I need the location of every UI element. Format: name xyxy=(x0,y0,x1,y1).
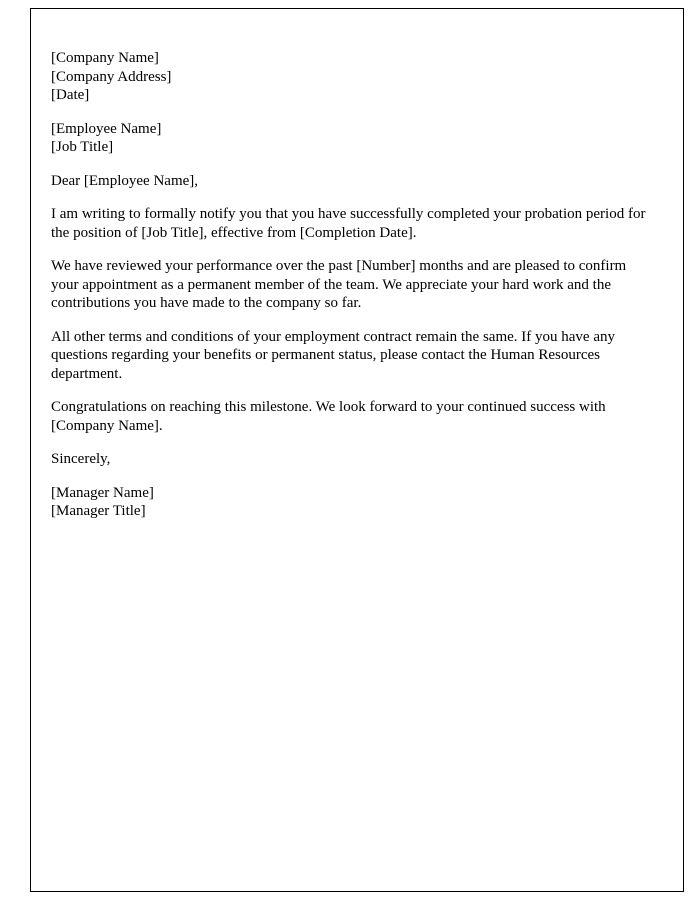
employee-name-line: [Employee Name] xyxy=(51,120,162,137)
company-address-line: [Company Address] xyxy=(51,68,172,85)
letter-page xyxy=(30,8,684,892)
paragraph-probation-completion: I am writing to formally notify you that you have successfully completed your probation period for the position of [Job Title], effective from [Completion Date]. xyxy=(51,206,646,241)
job-title-line: [Job Title] xyxy=(51,139,114,155)
sender-block xyxy=(51,49,647,105)
manager-title-line: [Manager Title] xyxy=(51,503,146,519)
salutation-line: Dear [Employee Name], xyxy=(51,172,199,189)
paragraph-performance-review: We have reviewed your performance over the past [Number] months and are pleased to confirm your appointment as a permanent member of the team. We appreciate your hard work and the contributions you have made to the company so far. xyxy=(51,258,627,311)
paragraph-terms-conditions: All other terms and conditions of your employment contract remain the same. If you have any questions regarding your benefits or permanent status, please contact the Human Resources department. xyxy=(51,328,616,382)
recipient-block xyxy=(51,120,647,157)
company-name-line: [Company Name] xyxy=(51,50,159,66)
signature-block xyxy=(51,484,647,521)
paragraph-congratulations: Congratulations on reaching this milestone. We look forward to your continued success with [Company Name]. xyxy=(51,399,606,434)
manager-name-line: [Manager Name] xyxy=(51,484,154,501)
closing-line: Sincerely, xyxy=(51,451,111,467)
date-line: [Date] xyxy=(51,87,90,103)
